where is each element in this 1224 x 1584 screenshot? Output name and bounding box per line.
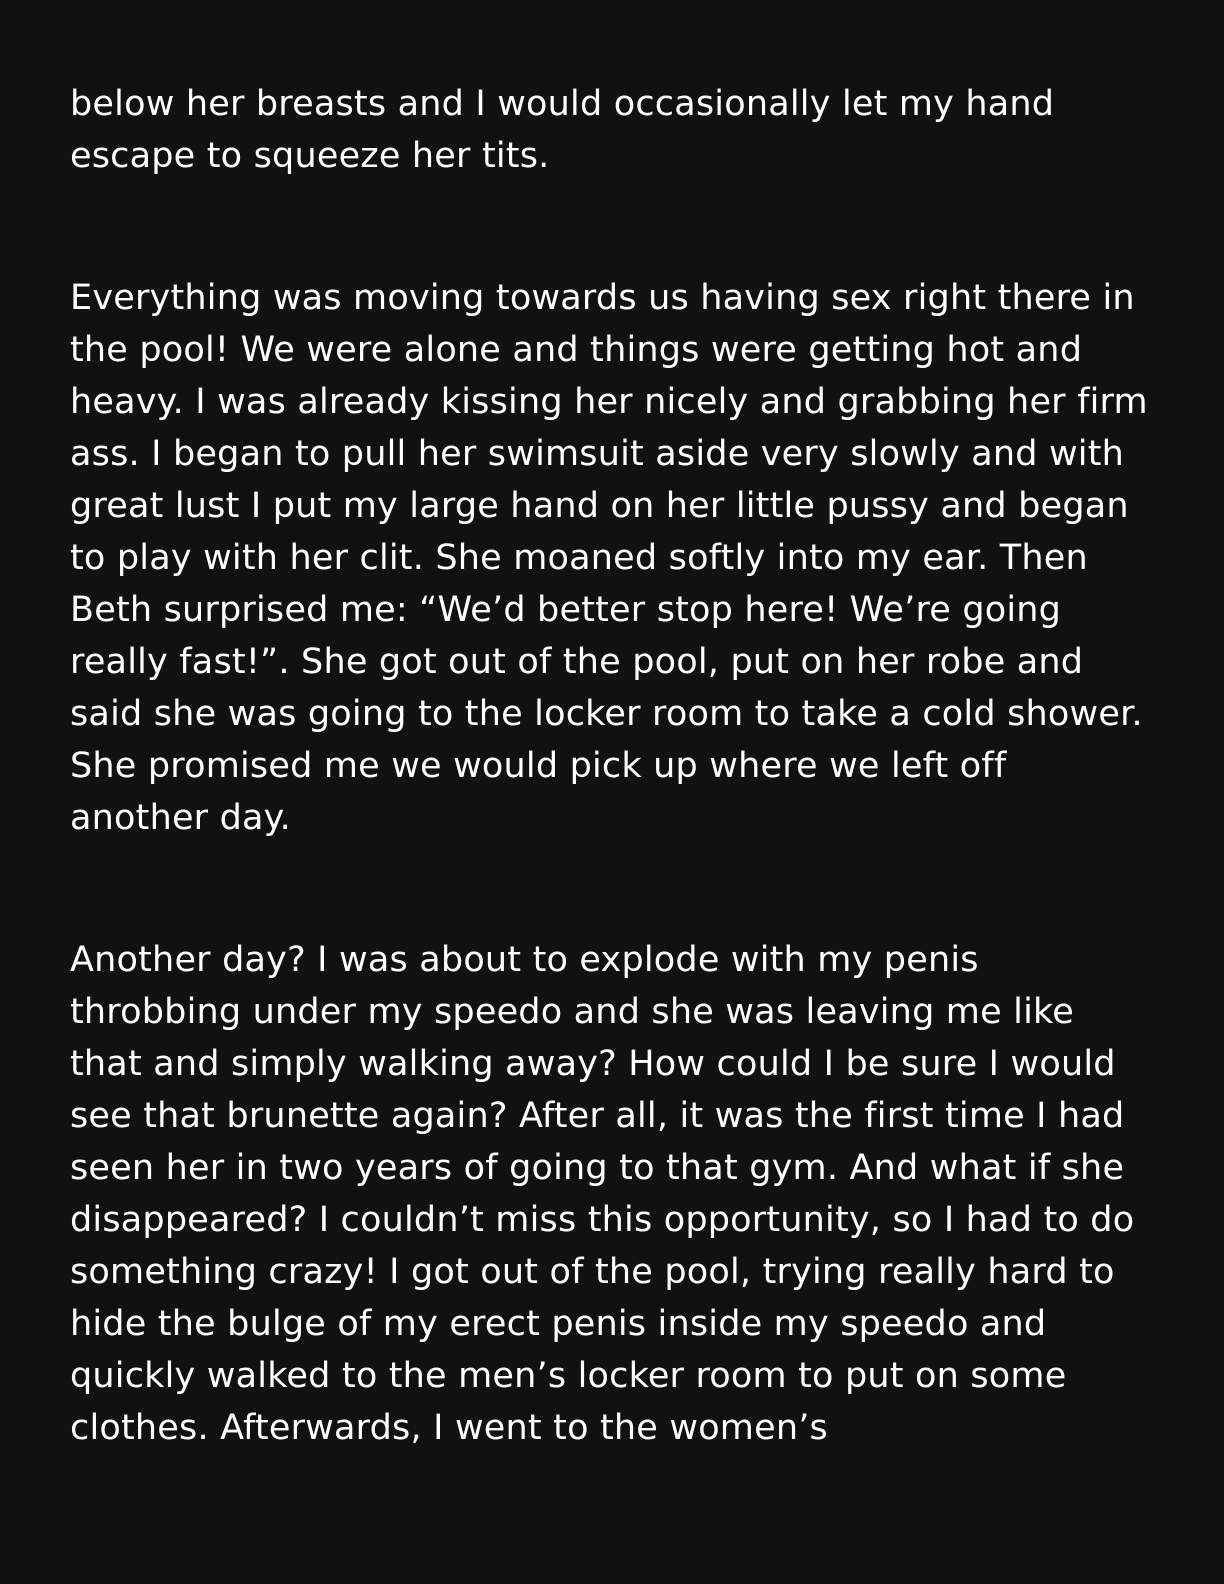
- paragraph: Another day? I was about to explode with my penis throbbing under my speedo and she was leaving me like that and simply walking away? How could I be sure I would see that brunette again? After all, it was the first time I had seen her in two years of going to that gym. And what if she disappeared? I couldn’t miss this opportunity, so I had to do something crazy! I got out of the pool, trying really hard to hide the bulge of my erect penis inside my speedo and quickly walked to the men’s locker room to put on some clothes. Afterwards, I went to the women’s: [70, 940, 1135, 1448]
- document-text-column: [70, 78, 1154, 1454]
- paragraph: Everything was moving towards us having sex right there in the pool! We were alone and things were getting hot and heavy. I was already kissing her nicely and grabbing her firm ass. I began to pull her swimsuit aside very slowly and with great lust I put my large hand on her little pussy and began to play with her clit. She moaned softly into my ear. Then Beth surprised me: “We’d better stop here! We’re going really fast!”. She got out of the pool, put on her robe and said she was going to the locker room to take a cold shower. She promised me we would pick up where we left off another day.: [70, 278, 1148, 838]
- paragraph: below her breasts and I would occasionally let my hand escape to squeeze her tits.: [70, 84, 1055, 176]
